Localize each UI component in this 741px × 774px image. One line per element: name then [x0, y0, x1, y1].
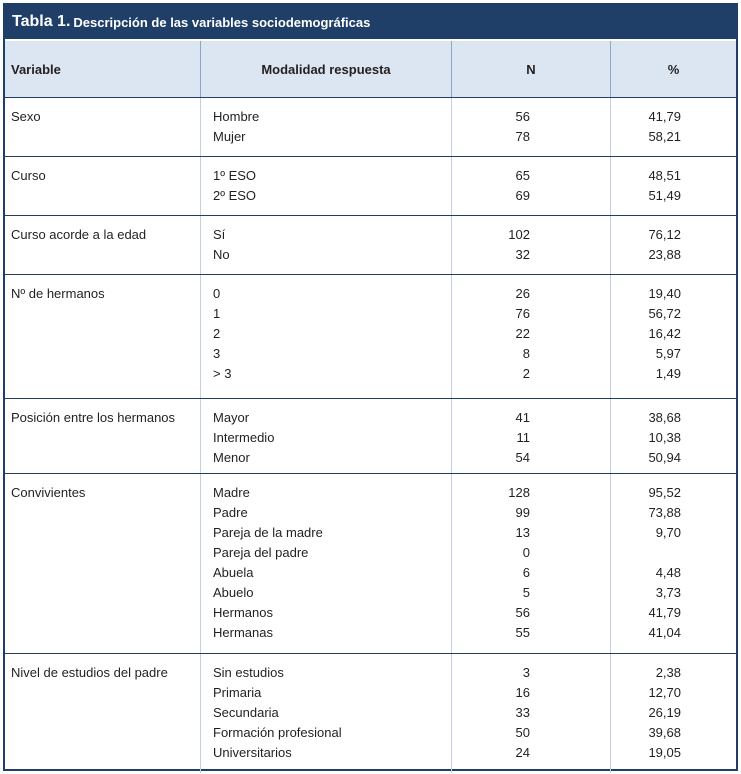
- column-divider: [451, 98, 452, 156]
- percent-cell: 58,21: [648, 129, 681, 144]
- percent-cell: 10,38: [648, 430, 681, 445]
- percent-cell: 50,94: [648, 450, 681, 465]
- percent-cell: 1,49: [655, 366, 681, 381]
- modalidad-cell: Mayor: [213, 410, 250, 425]
- header-n: N: [526, 61, 536, 77]
- n-cell: 54: [515, 450, 530, 465]
- modalidad-cell: Hombre: [213, 109, 260, 124]
- n-cell: 11: [516, 430, 530, 445]
- column-divider: [451, 157, 452, 215]
- data-table: [3, 3, 738, 771]
- percent-cell: 73,88: [648, 505, 681, 520]
- modalidad-cell: 0: [213, 286, 221, 301]
- table-row-group: [5, 398, 736, 473]
- modalidad-cell: Intermedio: [213, 430, 275, 445]
- table-title: [5, 5, 736, 39]
- n-cell: 5: [522, 585, 530, 600]
- percent-cell: 26,19: [648, 705, 681, 720]
- n-cell: 24: [515, 745, 530, 760]
- n-cell: 65: [515, 168, 530, 183]
- modalidad-cell: Menor: [213, 450, 250, 465]
- modalidad-cell: Hermanos: [213, 605, 273, 620]
- column-divider: [200, 654, 201, 773]
- column-divider: [200, 275, 201, 398]
- n-cell: 13: [515, 525, 530, 540]
- modalidad-cell: Universitarios: [213, 745, 292, 760]
- percent-cell: 4,48: [655, 565, 681, 580]
- n-cell: 56: [515, 605, 530, 620]
- modalidad-cell: No: [213, 247, 230, 262]
- percent-cell: 95,52: [648, 485, 681, 500]
- n-cell: 78: [515, 129, 530, 144]
- table-title-text: Descripción de las variables sociodemográficas: [73, 14, 371, 30]
- table-row-group: [5, 653, 736, 773]
- column-divider: [451, 654, 452, 773]
- modalidad-cell: Primaria: [213, 685, 262, 700]
- variable-cell: Sexo: [11, 109, 41, 124]
- n-cell: 0: [522, 545, 530, 560]
- modalidad-cell: Sin estudios: [213, 665, 284, 680]
- variable-cell: Convivientes: [11, 485, 86, 500]
- column-divider: [200, 98, 201, 156]
- table-row-group: [5, 274, 736, 398]
- n-cell: 76: [515, 306, 530, 321]
- modalidad-cell: Pareja de la madre: [213, 525, 323, 540]
- modalidad-cell: 3: [213, 346, 221, 361]
- percent-cell: 12,70: [648, 685, 681, 700]
- column-divider: [451, 275, 452, 398]
- column-divider: [451, 216, 452, 274]
- column-divider: [451, 399, 452, 473]
- n-cell: 69: [515, 188, 530, 203]
- variable-cell: Curso: [11, 168, 46, 183]
- modalidad-cell: 1º ESO: [213, 168, 257, 183]
- percent-cell: 23,88: [648, 247, 681, 262]
- percent-cell: 39,68: [648, 725, 681, 740]
- n-cell: 6: [522, 565, 530, 580]
- variable-cell: Curso acorde a la edad: [11, 227, 147, 242]
- modalidad-cell: Sí: [213, 227, 226, 242]
- percent-cell: 56,72: [648, 306, 681, 321]
- table-header-row: [5, 39, 736, 97]
- percent-cell: 16,42: [648, 326, 681, 341]
- n-cell: 55: [515, 625, 530, 640]
- percent-cell: 2,38: [655, 665, 681, 680]
- modalidad-cell: Secundaria: [213, 705, 279, 720]
- percent-cell: 76,12: [648, 227, 681, 242]
- n-cell: 22: [515, 326, 530, 341]
- modalidad-cell: Hermanas: [213, 625, 273, 640]
- percent-cell: 41,79: [648, 605, 681, 620]
- n-cell: 128: [508, 485, 530, 500]
- variable-cell: Nº de hermanos: [11, 286, 105, 301]
- table-row-group: [5, 215, 736, 274]
- column-divider: [200, 157, 201, 215]
- modalidad-cell: 2: [213, 326, 221, 341]
- header-variable: Variable: [11, 61, 61, 77]
- variable-cell: Nivel de estudios del padre: [11, 665, 168, 680]
- n-cell: 3: [522, 665, 530, 680]
- n-cell: 56: [515, 109, 530, 124]
- column-divider: [451, 474, 452, 653]
- n-cell: 2: [522, 366, 530, 381]
- percent-cell: 41,04: [648, 625, 681, 640]
- variable-cell: Posición entre los hermanos: [11, 410, 176, 425]
- modalidad-cell: Mujer: [213, 129, 246, 144]
- modalidad-cell: > 3: [213, 366, 232, 381]
- n-cell: 102: [508, 227, 530, 242]
- modalidad-cell: 2º ESO: [213, 188, 257, 203]
- column-divider: [200, 474, 201, 653]
- n-cell: 26: [515, 286, 530, 301]
- table-row-group: [5, 156, 736, 215]
- n-cell: 16: [515, 685, 530, 700]
- modalidad-cell: Padre: [213, 505, 248, 520]
- percent-cell: 48,51: [648, 168, 681, 183]
- modalidad-cell: Madre: [213, 485, 250, 500]
- column-divider: [200, 216, 201, 274]
- n-cell: 50: [515, 725, 530, 740]
- percent-cell: 19,40: [648, 286, 681, 301]
- n-cell: 33: [515, 705, 530, 720]
- n-cell: 32: [515, 247, 530, 262]
- table-title-label: Tabla 1.: [12, 13, 71, 30]
- header-percent: %: [667, 61, 680, 77]
- percent-cell: 9,70: [655, 525, 681, 540]
- percent-cell: 41,79: [648, 109, 681, 124]
- n-cell: 99: [515, 505, 530, 520]
- column-divider: [200, 399, 201, 473]
- modalidad-cell: Pareja del padre: [213, 545, 309, 560]
- modalidad-cell: Formación profesional: [213, 725, 342, 740]
- percent-cell: 38,68: [648, 410, 681, 425]
- percent-cell: 51,49: [648, 188, 681, 203]
- percent-cell: 19,05: [648, 745, 681, 760]
- modalidad-cell: 1: [213, 306, 221, 321]
- table-row-group: [5, 97, 736, 156]
- table-body: [5, 97, 736, 769]
- table-row-group: [5, 473, 736, 653]
- percent-cell: 5,97: [655, 346, 681, 361]
- header-modalidad: Modalidad respuesta: [261, 61, 391, 77]
- modalidad-cell: Abuela: [213, 565, 254, 580]
- modalidad-cell: Abuelo: [213, 585, 254, 600]
- percent-cell: 3,73: [655, 585, 681, 600]
- n-cell: 8: [522, 346, 530, 361]
- n-cell: 41: [515, 410, 530, 425]
